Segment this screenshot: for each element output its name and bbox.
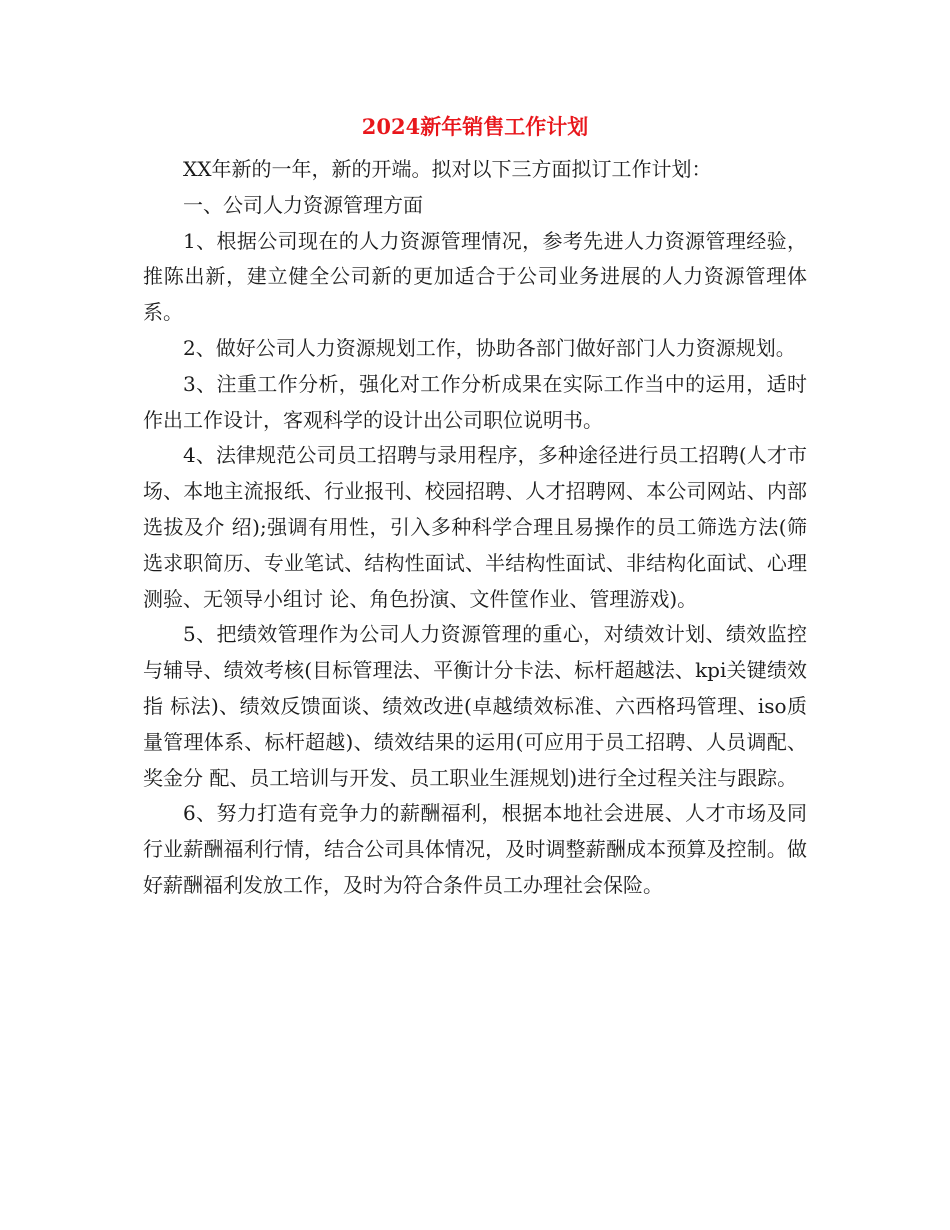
- document-title: 2024新年销售工作计划: [361, 114, 589, 139]
- intro-paragraph: XX年新的一年，新的开端。拟对以下三方面拟订工作计划：: [183, 157, 712, 181]
- item-paragraph-3: 3、注重工作分析，强化对工作分析成果在实际工作当中的运用，适时作出工作设计，客观科学的设计出公司职位说明书。: [143, 371, 807, 432]
- item-paragraph-2: 2、做好公司人力资源规划工作，协助各部门做好部门人力资源规划。: [183, 335, 796, 360]
- document-body: [143, 152, 807, 904]
- item-paragraph-1: 1、根据公司现在的人力资源管理情况，参考先进人力资源管理经验，推陈出新，建立健全公司新的更加适合于公司业务进展的人力资源管理体系。: [143, 228, 807, 325]
- item-paragraph-5: 5、把绩效管理作为公司人力资源管理的重心，对绩效计划、绩效监控与辅导、绩效考核(目标管理法、平衡计分卡法、标杆超越法、kpi关键绩效指 标法)、绩效反馈面谈、绩效改进(卓越绩效标准、六西格玛管理、iso质量管理体系、标杆超越)、绩效结果的运用(可应用于员工招聘、人员调配、奖金分 配、员工培训与开发、员工职业生涯规划)进行全过程关注与跟踪。: [143, 622, 807, 790]
- item-paragraph-6: 6、努力打造有竞争力的薪酬福利，根据本地社会进展、人才市场及同行业薪酬福利行情，结合公司具体情况，及时调整薪酬成本预算及控制。做好薪酬福利发放工作，及时为符合条件员工办理社会保险。: [143, 801, 807, 897]
- item-paragraph-4: 4、法律规范公司员工招聘与录用程序，多种途径进行员工招聘(人才市场、本地主流报纸、行业报刊、校园招聘、人才招聘网、本公司网站、内部选拔及介 绍);强调有用性，引入多种科学合理且易操作的员工筛选方法(筛选求职简历、专业笔试、结构性面试、半结构性面试、非结构化面试、心理测验、无领导小组讨 论、角色扮演、文件筐作业、管理游戏)。: [143, 443, 807, 611]
- section-heading: 一、公司人力资源管理方面: [183, 192, 423, 217]
